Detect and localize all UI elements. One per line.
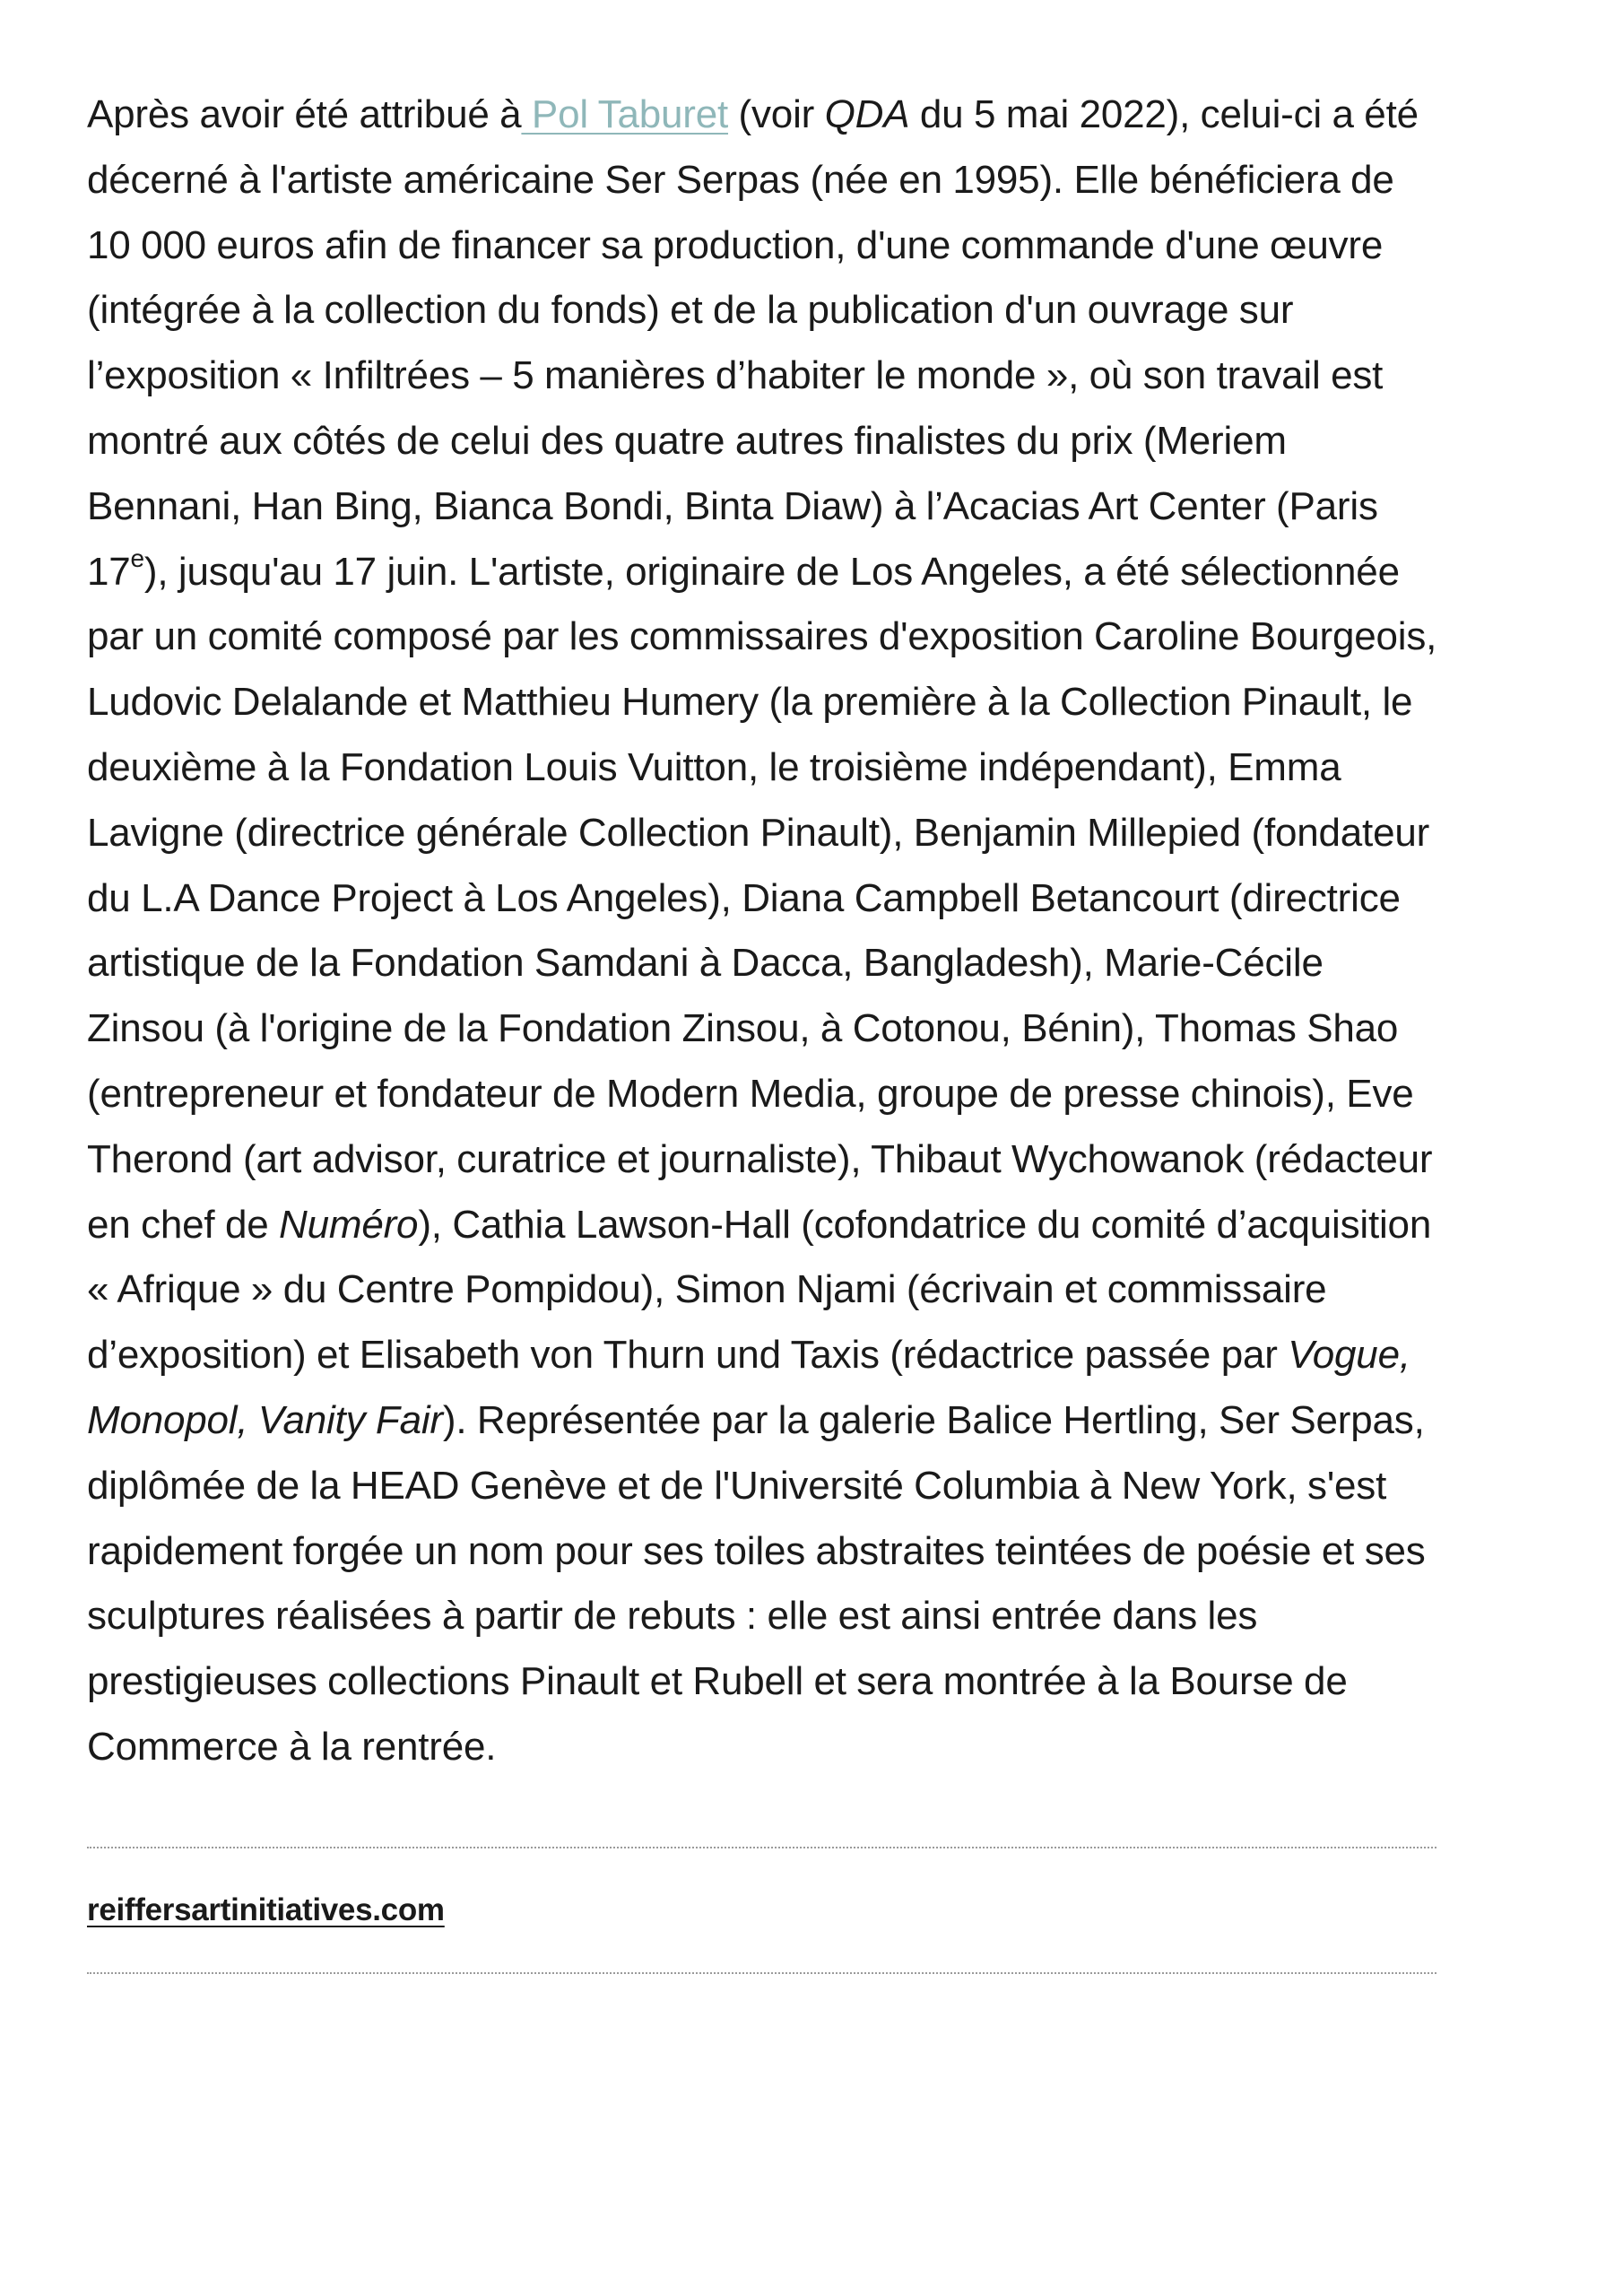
article (87, 83, 1441, 1974)
arrondissement-superscript: e (130, 544, 144, 572)
divider-bottom (87, 1972, 1436, 1974)
source-website-link[interactable]: reiffersartinitiatives.com (87, 1892, 445, 1927)
numero-magazine-name: Numéro (279, 1202, 419, 1247)
paragraph-text-1: Après avoir été attribué à (87, 92, 522, 136)
paragraph-text-4: ), jusqu'au 17 juin. L'artiste, originaire de Los Angeles, a été sélectionnée par un comité composé par les commissaires d'exposition Caroline Bourgeois, Ludovic Delalande et Matthieu Humery (la première à la Collection Pinault, le deuxième à la Fondation Louis Vuitton, le troisième indépendant), Emma Lavigne (directrice générale Collection Pinault), Benjamin Millepied (fondateur du L.A Dance Project à Los Angeles), Diana Campbell Betancourt (directrice artistique de la Fondation Samdani à Dacca, Bangladesh), Marie-Cécile Zinsou (à l'origine de la Fondation Zinsou, à Cotonou, Bénin), Thomas Shao (entrepreneur et fondateur de Modern Media, groupe de presse chinois), Eve Therond (art advisor, curatrice et journaliste), Thibaut Wychowanok (rédacteur en chef de (87, 549, 1437, 1247)
qda-publication-name: QDA (824, 92, 910, 136)
paragraph-text-3: du 5 mai 2022), celui-ci a été décerné à l'artiste américaine Ser Serpas (née en 1995). Elle bénéficiera de 10 000 euros afin de financer sa production, d'une commande d'une œuvre (intégrée à la collection du fonds) et de la publication d'un ouvrage sur l’exposition « Infiltrées – 5 manières d’habiter le monde », où son travail est montré aux côtés de celui des quatre autres finalistes du prix (Meriem Bennani, Han Bing, Bianca Bondi, Binta Diaw) à l’Acacias Art Center (Paris 17 (87, 92, 1419, 594)
source-block (87, 1848, 1441, 1972)
paragraph-text-2: (voir (728, 92, 825, 136)
paragraph-text-5: ), Cathia Lawson-Hall (cofondatrice du comité d’acquisition « Afrique » du Centre Pompidou), Simon Njami (écrivain et commissaire d’exposition) et Elisabeth von Thurn und Taxis (rédactrice passée par (87, 1202, 1432, 1378)
pol-taburet-link[interactable]: Pol Taburet (521, 92, 729, 136)
article-paragraph (87, 83, 1441, 1780)
paragraph-text-6: ). Représentée par la galerie Balice Hertling, Ser Serpas, diplômée de la HEAD Genève et de l'Université Columbia à New York, s'est rapidement forgée un nom pour ses toiles abstraites teintées de poésie et ses sculptures réalisées à partir de rebuts : elle est ainsi entrée dans les prestigieuses collections Pinault et Rubell et sera montrée à la Bourse de Commerce à la rentrée. (87, 1397, 1426, 1769)
magazine-names: Vogue, Monopol, Vanity Fair (87, 1333, 1410, 1442)
